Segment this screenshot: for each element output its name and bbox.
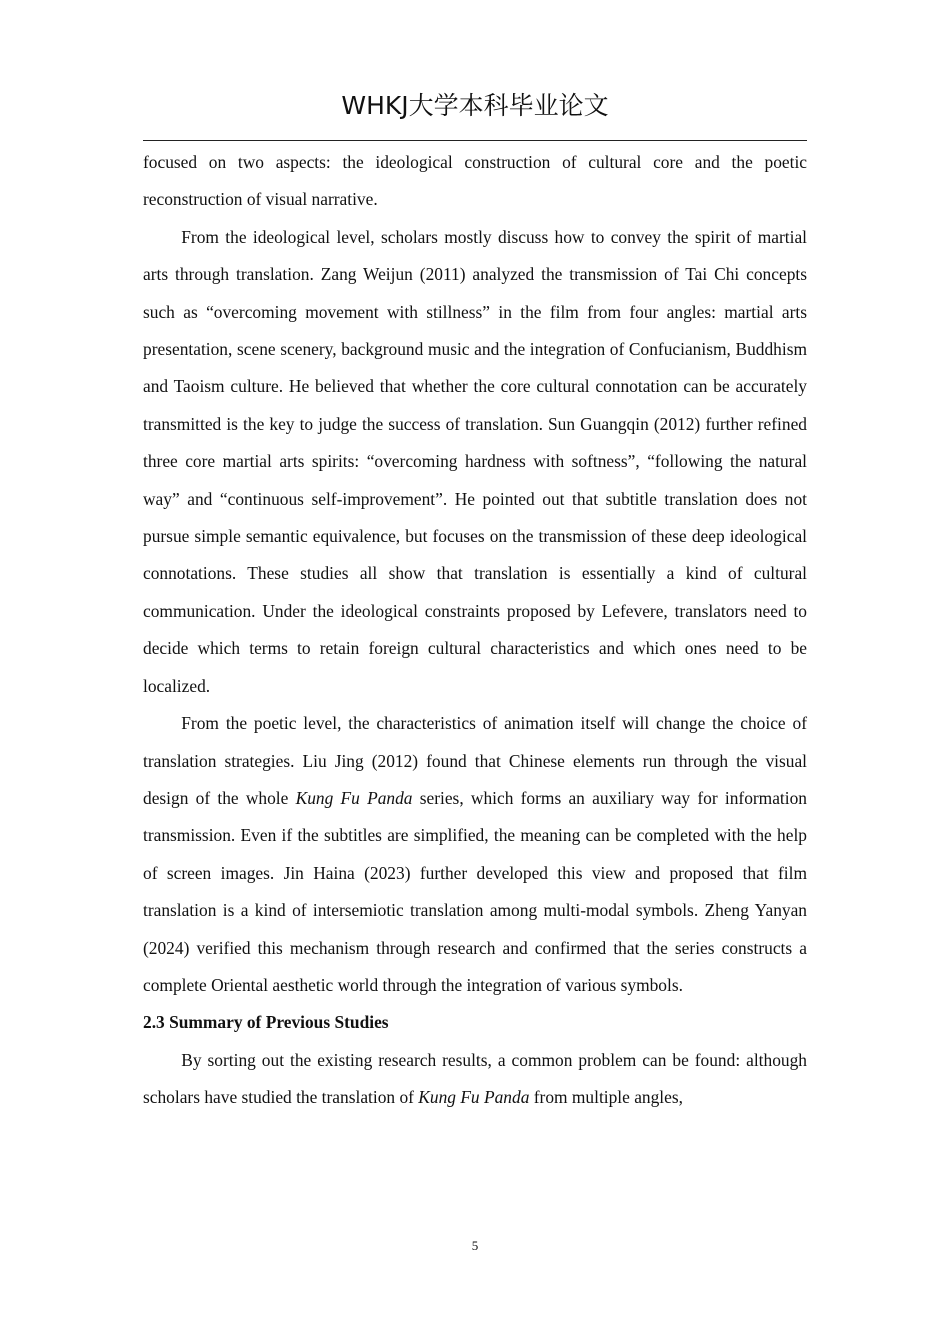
- section-heading: 2.3 Summary of Previous Studies: [143, 1012, 389, 1033]
- header-divider: [143, 140, 807, 141]
- paragraph-summary: [143, 1042, 807, 1117]
- paragraph-ideological-level: From the ideological level, scholars mostly discuss how to convey the spirit of martial arts through translation. Zang Weijun (2011) analyzed the transmission of Tai Chi concepts such as “overcoming movement with stillness” in the film from four angles: martial arts presentation, scene scenery, background music and the integration of Confucianism, Buddhism and Taoism culture. He believed that whether the core cultural connotation can be accurately transmitted is the key to judge the success of translation. Sun Guangqin (2012) further refined three core martial arts spirits: “overcoming hardness with softness”, “following the natural way” and “continuous self-improvement”. He pointed out that subtitle translation does not pursue simple semantic equivalence, but focuses on the transmission of these deep ideological connotations. These studies all show that translation is essentially a kind of cultural communication. Under the ideological constraints proposed by Lefevere, translators need to decide which terms to retain foreign cultural characteristics and which ones need to be localized.: [143, 226, 807, 696]
- paragraph-text: From the poetic level, the characteristics of animation itself will change the choice of translation strategies. Liu Jing (2012) found that Chinese elements run through the visual design of the whole: [143, 713, 807, 808]
- film-title: Kung Fu Panda: [418, 1087, 530, 1108]
- paragraph-text: from multiple angles,: [529, 1087, 683, 1108]
- paragraph-text: By sorting out the existing research results, a common problem can be found: although scholars have studied the translation of: [143, 1049, 807, 1108]
- paragraph-text: series, which forms an auxiliary way for information transmission. Even if the subtitles are simplified, the meaning can be completed with the help of screen images. Jin Haina (2023) further developed this view and proposed that film translation is a kind of intersemiotic translation among multi-modal symbols. Zheng Yanyan (2024) verified this mechanism through research and confirmed that the series constructs a complete Oriental aesthetic world through the integration of various symbols.: [143, 787, 807, 995]
- page-number: 5: [471, 1238, 479, 1253]
- page-header-title: WHKJ大学本科毕业论文: [341, 91, 609, 120]
- film-title: Kung Fu Panda: [295, 787, 413, 808]
- paragraph-continuation: focused on two aspects: the ideological construction of cultural core and the poetic reconstruction of visual narrative.: [143, 152, 807, 210]
- document-body: [143, 144, 807, 1117]
- paragraph-poetic-level: [143, 705, 807, 1004]
